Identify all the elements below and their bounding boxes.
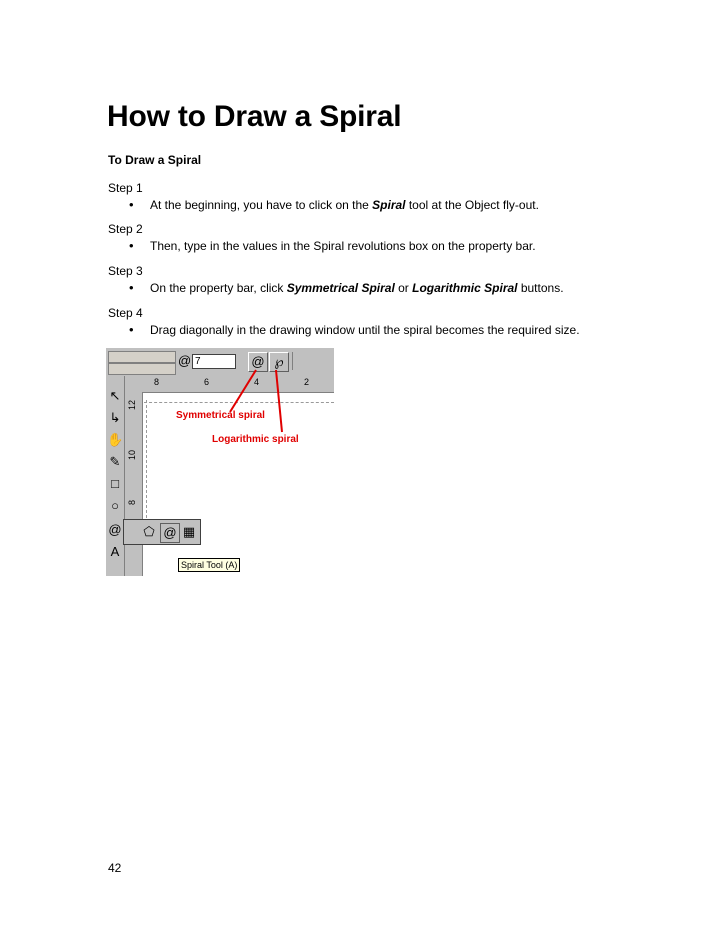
symmetrical-arrow-line (230, 370, 256, 412)
ruler-tick: 4 (254, 377, 260, 387)
bullet-icon: • (129, 280, 134, 295)
logarithmic-arrow-line (276, 370, 282, 432)
polygon-icon[interactable]: ⬠ (143, 524, 155, 539)
graph-paper-icon[interactable]: ▦ (182, 524, 196, 539)
ruler-tick: 8 (127, 500, 137, 506)
page-title: How to Draw a Spiral (107, 100, 402, 133)
text-tool-icon[interactable]: A (110, 544, 120, 559)
zoom-tool-icon[interactable]: ✋ (107, 432, 124, 447)
logarithmic-spiral-icon: ℘ (274, 354, 284, 369)
shape-tool-icon[interactable]: ↳ (109, 410, 121, 425)
ruler-tick: 6 (204, 377, 210, 387)
symmetrical-spiral-icon: @ (251, 354, 265, 369)
step-1-text: At the beginning, you have to click on the Spiral tool at the Object fly-out. (150, 198, 539, 212)
step-3-label: Step 3 (108, 264, 143, 278)
step-4-text: Drag diagonally in the drawing window until the spiral becomes the required size. (150, 323, 580, 337)
bullet-icon: • (129, 322, 134, 337)
step-3-text: On the property bar, click Symmetrical Spiral or Logarithmic Spiral buttons. (150, 281, 564, 295)
bullet-icon: • (129, 197, 134, 212)
step-4-label: Step 4 (108, 306, 143, 320)
bullet-icon: • (129, 238, 134, 253)
spiral-tool-icon[interactable]: @ (108, 522, 122, 537)
pick-tool-icon[interactable]: ↖ (109, 388, 121, 403)
spiral-revolutions-field[interactable]: 7 (192, 354, 236, 369)
ruler-tick: 8 (154, 377, 160, 387)
page-number: 42 (108, 861, 122, 875)
annotation-arrows (106, 348, 334, 576)
rectangle-tool-icon[interactable]: □ (111, 476, 119, 491)
spiral-tool-icon[interactable]: @ (160, 523, 180, 543)
annotation-symmetrical: Symmetrical spiral (176, 410, 265, 421)
ellipse-tool-icon[interactable]: ○ (111, 498, 119, 513)
annotation-logarithmic: Logarithmic spiral (212, 434, 299, 445)
ruler-tick: 2 (304, 377, 310, 387)
section-subtitle: To Draw a Spiral (108, 153, 202, 167)
ruler-tick: 10 (127, 450, 137, 461)
freehand-tool-icon[interactable]: ✎ (109, 454, 121, 469)
step-1-label: Step 1 (108, 181, 143, 195)
spiral-tool-tooltip: Spiral Tool (A) (178, 558, 240, 572)
revolutions-spiral-icon: @ (178, 353, 192, 368)
spiral-tool-screenshot (106, 348, 334, 576)
step-2-label: Step 2 (108, 222, 143, 236)
step-2-text: Then, type in the values in the Spiral revolutions box on the property bar. (150, 239, 536, 253)
ruler-tick: 12 (127, 400, 137, 411)
